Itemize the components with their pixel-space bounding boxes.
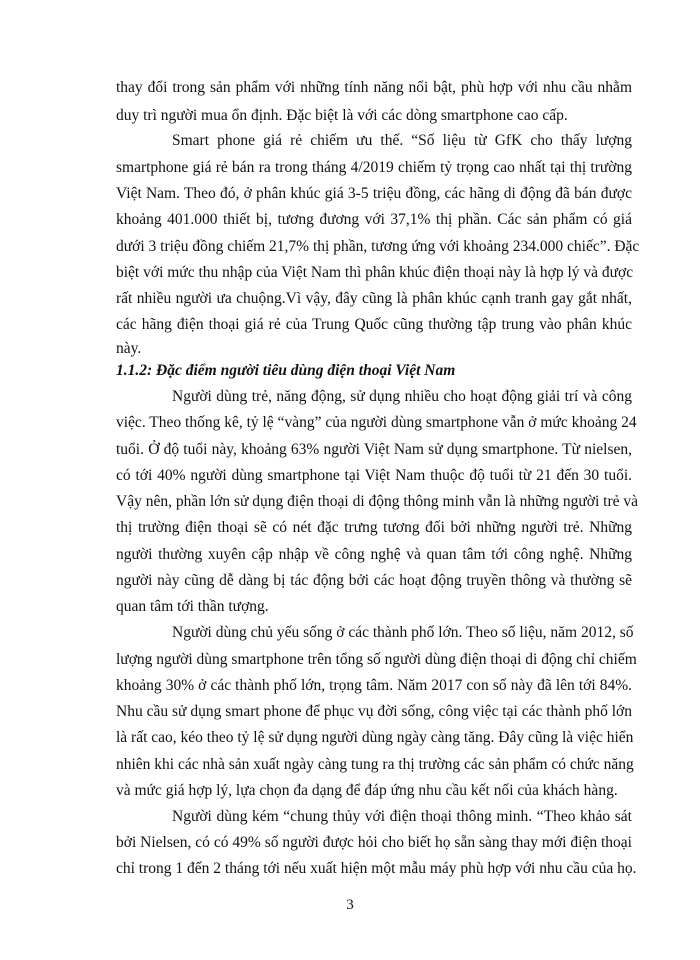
text-line: Người dùng chủ yếu sống ở các thành phố lớn. Theo số liệu, năm 2012, số — [172, 624, 634, 641]
text-line: này. — [116, 340, 142, 357]
text-line: người thường xuyên cập nhập về công nghệ và quan tâm tới công nghệ. Những — [116, 546, 632, 563]
text-line: smartphone giá rẻ bán ra trong tháng 4/2019 chiếm tỷ trọng cao nhất tại thị trường — [116, 159, 632, 176]
text-line: rất nhiều người ưa chuộng.Vì vậy, đây cũng là phân khúc cạnh tranh gay gắt nhất, — [116, 290, 632, 307]
text-line: nhiên khi các nhà sản xuất ngày càng tung ra thị trường các sản phẩm có chức năng — [116, 756, 634, 773]
text-line: Người dùng kém “chung thủy với điện thoại thông minh. “Theo khảo sát — [172, 808, 632, 825]
text-line: Người dùng trẻ, năng động, sử dụng nhiều cho hoạt động giải trí và công — [172, 388, 632, 405]
text-line: Việt Nam. Theo đó, ở phân khúc giá 3-5 triệu đồng, các hãng di động đã bán được — [116, 185, 632, 202]
text-line: lượng người dùng smartphone trên tổng số người dùng điện thoại di động chỉ chiếm — [116, 651, 637, 668]
text-line: chỉ trong 1 đến 2 tháng tới nếu xuất hiện một mẫu máy phù hợp với nhu cầu của họ. — [116, 860, 637, 877]
text-line: và mức giá hợp lý, lựa chọn đa dạng để đáp ứng nhu cầu kết nối của khách hàng. — [116, 782, 618, 799]
text-line: duy trì người mua ổn định. Đặc biệt là với các dòng smartphone cao cấp. — [116, 107, 568, 124]
text-line: tuổi. Ở độ tuổi này, khoảng 63% người Việt Nam sử dụng smartphone. Từ nielsen, — [116, 441, 632, 458]
text-line: Nhu cầu sử dụng smart phone để phục vụ đời sống, công việc tại các thành phố lớn — [116, 703, 632, 720]
section-heading: 1.1.2: Đặc điểm người tiêu dùng điện thoại Việt Nam — [116, 362, 456, 379]
text-line: quan tâm tới thần tượng. — [116, 598, 269, 615]
text-line: khoảng 30% ở các thành phố lớn, trọng tâm. Năm 2017 con số này đã lên tới 84%. — [116, 677, 632, 694]
text-line: bởi Nielsen, có có 49% số người được hỏi cho biết họ sẵn sàng thay mới điện thoại — [116, 834, 632, 851]
text-line: người này cũng dễ dàng bị tác động bởi các hoạt động truyền thông và thường sẽ — [116, 572, 632, 589]
text-line: thay đổi trong sản phẩm với những tính năng nổi bật, phù hợp với nhu cầu nhằm — [116, 79, 632, 96]
text-line: dưới 3 triệu đồng chiếm 21,7% thị phần, tương ứng với khoảng 234.000 chiếc”. Đặc — [116, 238, 640, 255]
text-line: các hãng điện thoại giá rẻ của Trung Quốc cũng thường tập trung vào phân khúc — [116, 316, 632, 333]
text-line: có tới 40% người dùng smartphone tại Việt Nam thuộc độ tuổi từ 21 đến 30 tuổi. — [116, 467, 632, 484]
text-line: khoảng 401.000 thiết bị, tương đương với 37,1% thị phần. Các sản phẩm có giá — [116, 211, 632, 228]
text-line: việc. Theo thống kê, tỷ lệ “vàng” của người dùng smartphone vẫn ở mức khoảng 24 — [116, 414, 637, 431]
text-line: thị trường điện thoại sẽ có nét đặc trưng tương đối bởi những người trẻ. Những — [116, 519, 632, 536]
page-number: 3 — [346, 897, 354, 913]
text-line: biệt với mức thu nhập của Việt Nam thì phân khúc điện thoại này là hợp lý và được — [116, 264, 634, 281]
text-line: Smart phone giá rẻ chiếm ưu thế. “Số liệu từ GfK cho thấy lượng — [172, 132, 632, 149]
text-line: là rất cao, kéo theo tỷ lệ sử dụng người dùng ngày càng tăng. Đây cũng là việc hiển — [116, 729, 634, 746]
text-line: Vậy nên, phần lớn sử dụng điện thoại di động thông minh vẫn là những người trẻ và — [116, 493, 639, 510]
